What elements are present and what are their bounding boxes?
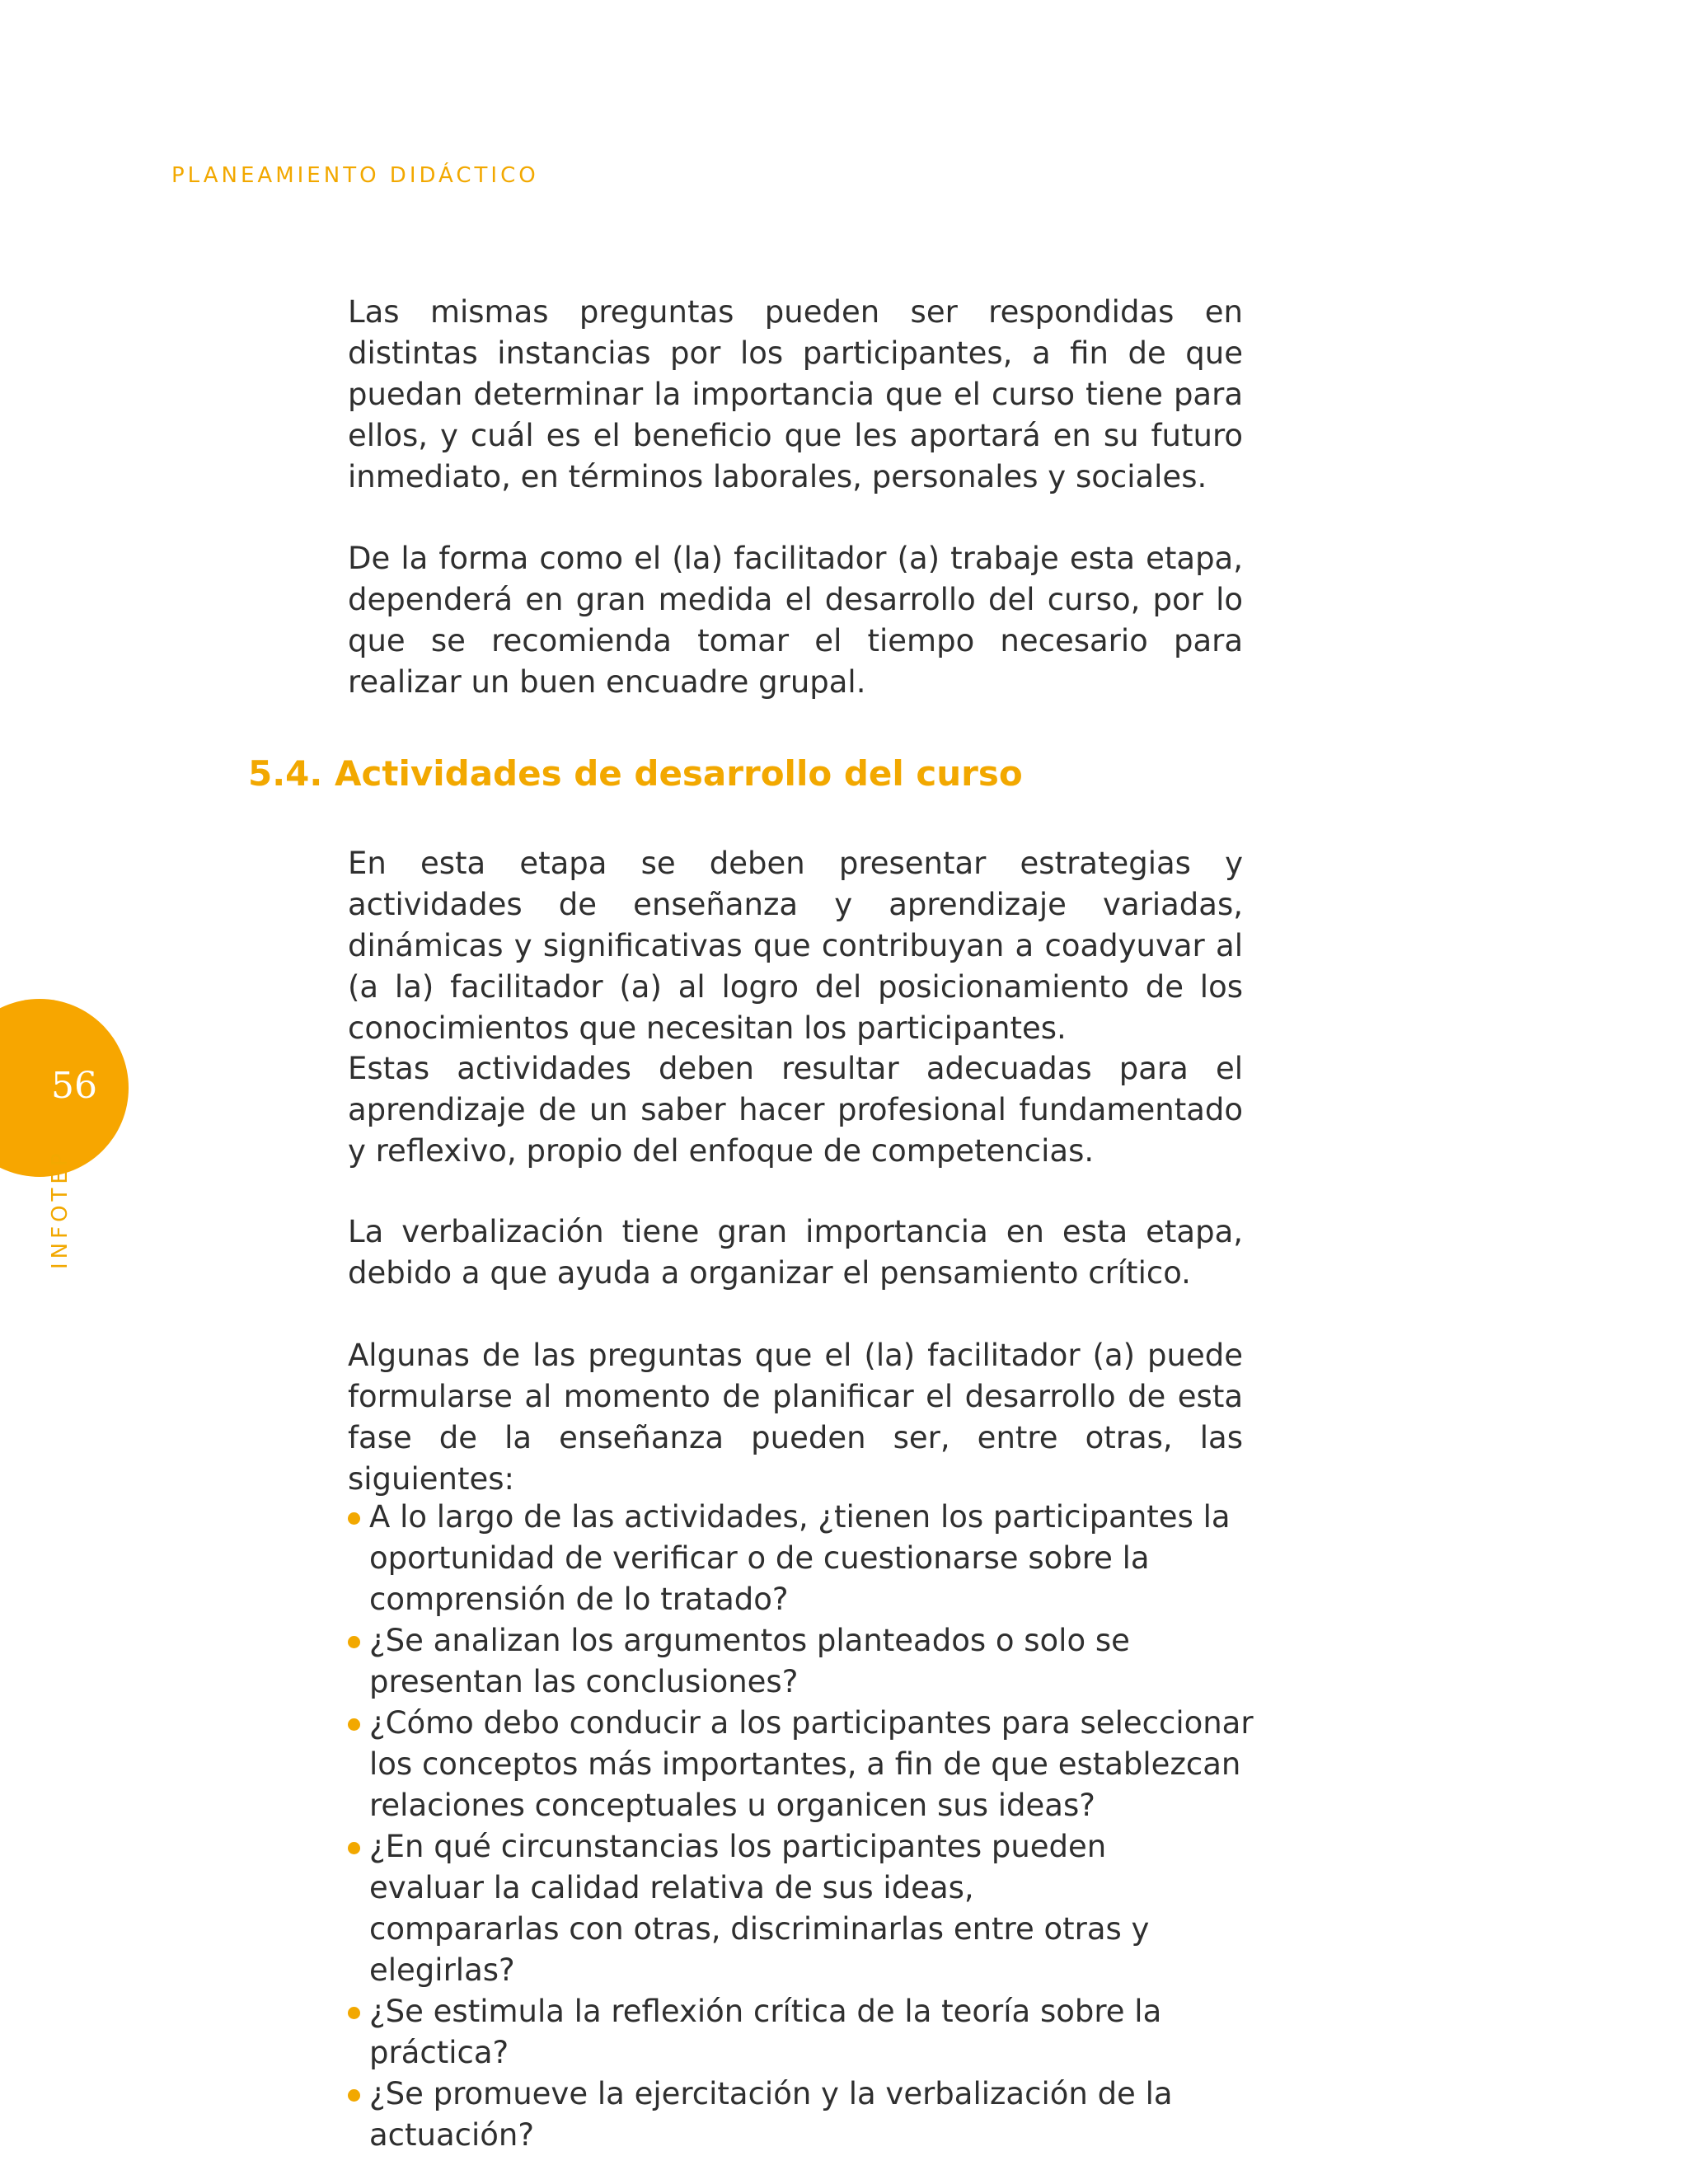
bullet-dot-icon xyxy=(348,1512,360,1525)
list-item-text: A lo largo de las actividades, ¿tienen los participantes la oportunidad de verificar o de cuestionarse sobre la comprensión de lo tratado? xyxy=(369,1499,1231,1617)
paragraph-section-1: En esta etapa se deben presentar estrategias y actividades de enseñanza y aprendizaje variadas, dinámicas y significativas que contribuyan a coadyuvar al (a la) facilitador (a) al logro del posicionamiento de los conocimientos que necesitan los participantes. xyxy=(348,846,1243,1046)
section-heading: 5.4. Actividades de desarrollo del curso xyxy=(248,753,1023,794)
paragraph-intro-2: De la forma como el (la) facilitador (a) trabaje esta etapa, dependerá en gran medida el desarrollo del curso, por lo que se recomienda tomar el tiempo necesario para realizar un buen encuadre grupal. xyxy=(348,541,1243,700)
paragraph-intro-1: Las mismas preguntas pueden ser respondidas en distintas instancias por los participantes, a fin de que puedan determinar la importancia que el curso tiene para ellos, y cuál es el beneficio que les aportará en su futuro inmediato, en términos laborales, personales y sociales. xyxy=(348,294,1243,494)
bullet-dot-icon xyxy=(348,1842,360,1854)
list-item-text: ¿Se estimula la reflexión crítica de la teoría sobre la práctica? xyxy=(369,1994,1162,2070)
bullet-dot-icon xyxy=(348,1718,360,1731)
list-item xyxy=(346,2074,1263,2156)
bullet-dot-icon xyxy=(348,2089,360,2102)
paragraph-section-3: La verbalización tiene gran importancia en esta etapa, debido a que ayuda a organizar el pensamiento crítico. xyxy=(348,1214,1243,1291)
question-list xyxy=(346,1497,1253,2156)
list-item-text: ¿Cómo debo conducir a los participantes para seleccionar los conceptos más importantes, a fin de que establezcan relaciones conceptuales u organicen sus ideas? xyxy=(369,1705,1254,1823)
list-item xyxy=(346,1703,1263,1826)
list-item-text: ¿Se analizan los argumentos planteados o solo se presentan las conclusiones? xyxy=(369,1623,1130,1699)
bullet-dot-icon xyxy=(348,1636,360,1648)
list-item xyxy=(346,1826,1160,1991)
page-number: 56 xyxy=(51,1065,97,1107)
bullet-dot-icon xyxy=(348,2007,360,2019)
list-item xyxy=(346,1620,1263,1703)
paragraph-section-4: Algunas de las preguntas que el (la) facilitador (a) puede formularse al momento de planificar el desarrollo de esta fase de la enseñanza pueden ser, entre otras, las siguientes: xyxy=(348,1338,1243,1497)
list-item-text: ¿En qué circunstancias los participantes pueden evaluar la calidad relativa de sus ideas, compararlas con otras, discriminarlas entre otras y elegirlas? xyxy=(369,1829,1150,1988)
running-header: PLANEAMIENTO DIDÁCTICO xyxy=(171,163,539,188)
list-item-text: ¿Se promueve la ejercitación y la verbalización de la actuación? xyxy=(369,2076,1173,2153)
side-label: INFOTEP xyxy=(48,1149,73,1269)
paragraph-section-2: Estas actividades deben resultar adecuadas para el aprendizaje de un saber hacer profesional fundamentado y reflexivo, propio del enfoque de competencias. xyxy=(348,1051,1243,1169)
list-item xyxy=(346,1497,1263,1620)
list-item xyxy=(346,1991,1263,2074)
